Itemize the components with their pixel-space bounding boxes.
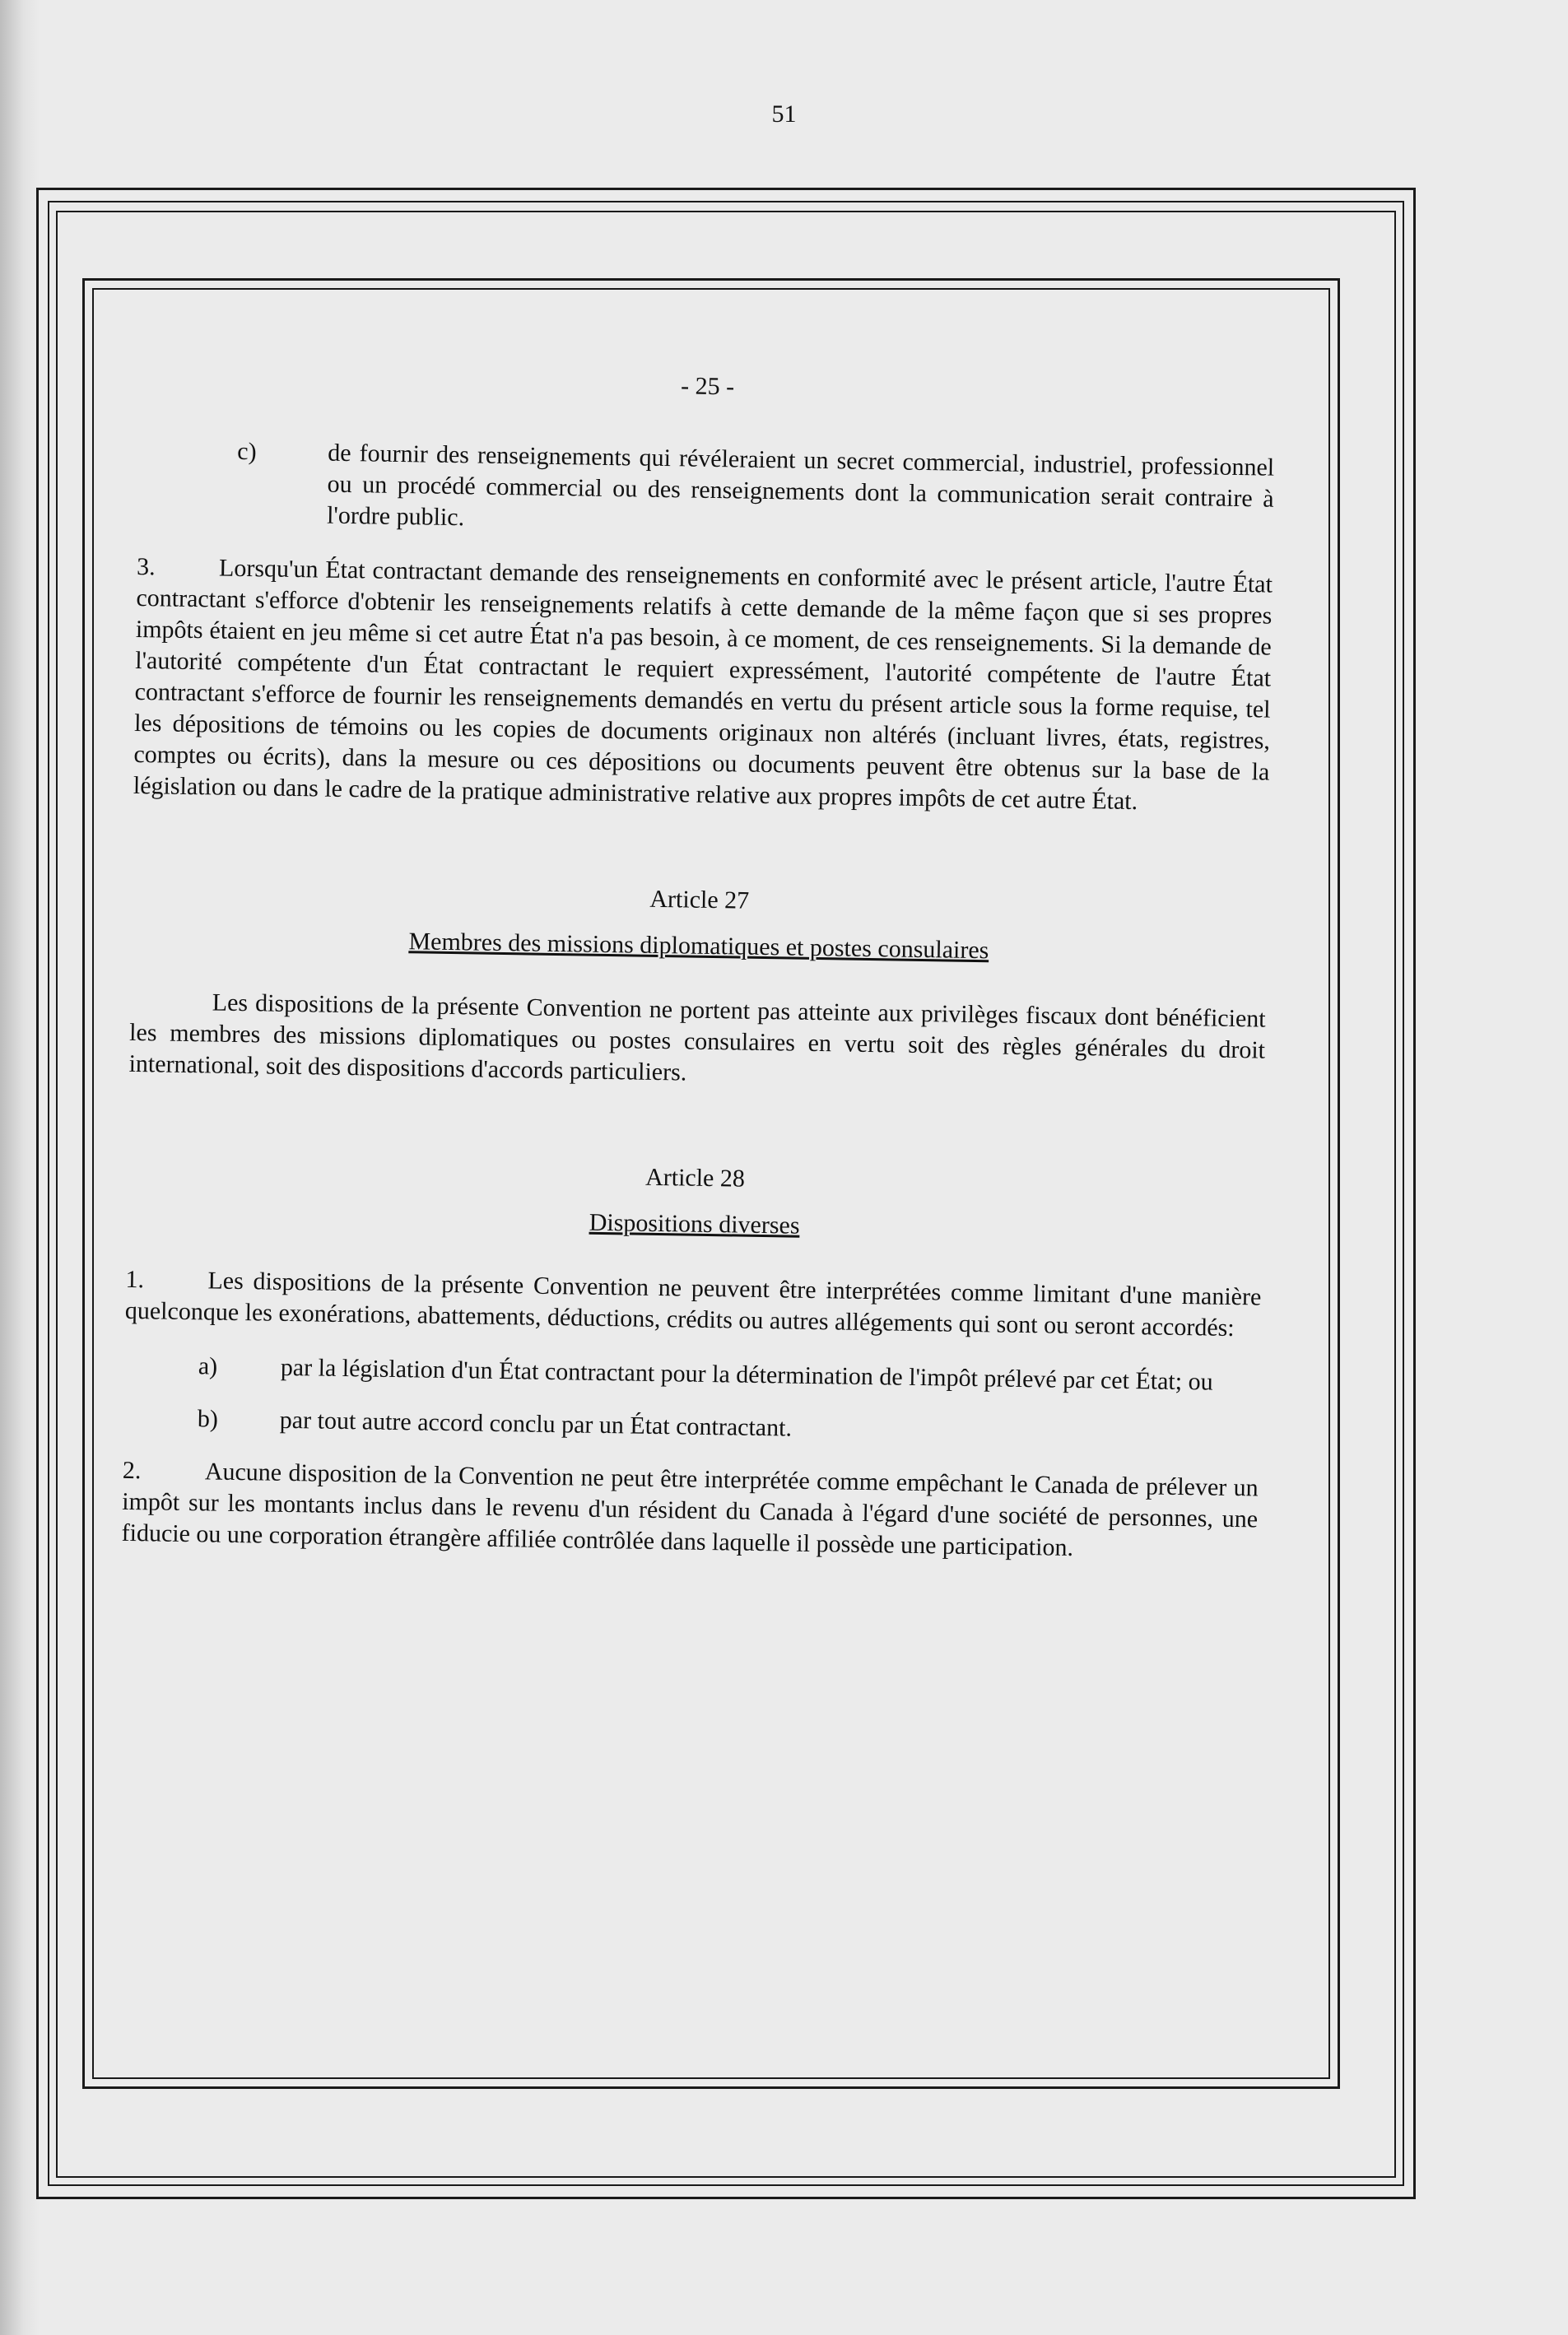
sub-item-b	[123, 1402, 1259, 1452]
page-number: 51	[771, 100, 797, 128]
document-page-number: - 25 -	[680, 372, 735, 401]
article-28-paragraph-2	[121, 1455, 1259, 1567]
sub-item-marker: b)	[197, 1405, 219, 1433]
article-27-text: Les dispositions de la présente Convention ne portent pas atteinte aux privilèges fiscaux dont bénéficient les membres des missions diplomatiques ou postes consulaires en vertu soit des règles générales du droit international, soit des dispositions d'accords particuliers.	[128, 988, 1266, 1086]
list-marker: c)	[237, 437, 257, 466]
paragraph-number: 2.	[122, 1456, 142, 1485]
paragraph-number: 3.	[136, 552, 156, 581]
list-item-text: de fournir des renseignements qui révéleraient un secret commercial, industriel, professionnel ou un procédé commercial ou des renseignements dont la communication serait contraire à l'ordre public.	[326, 439, 1275, 532]
paragraph-number: 1.	[125, 1265, 145, 1294]
document-body	[121, 362, 1276, 1589]
article-27-title: Article 27	[649, 885, 750, 914]
sub-item-text: par la législation d'un État contractant pour la détermination de l'impôt prélevé par cet État; ou	[280, 1353, 1213, 1396]
article-28-title: Article 28	[644, 1163, 746, 1193]
paragraph-3	[133, 551, 1273, 820]
paragraph-text: Les dispositions de la présente Convention ne peuvent être interprétées comme limitant d'une manière quelconque les exonérations, abattements, déductions, crédits ou autres allégements qui sont ou seront accordés:	[124, 1267, 1262, 1342]
sub-item-text: par tout autre accord conclu par un État contractant.	[279, 1406, 793, 1442]
sub-item-marker: a)	[198, 1352, 218, 1380]
article-27-heading: Membres des missions diplomatiques et postes consulaires	[408, 928, 989, 965]
page-edge	[0, 0, 40, 2335]
paragraph-text: Lorsqu'un État contractant demande des renseignements en conformité avec le présent article, l'autre État contractant s'efforce d'obtenir les renseignements relatifs à cette demande de la même façon que si ses propres impôts étaient en jeu même si cet autre État n'a pas besoin, à ce moment, de ces renseignements. Si la demande de l'autorité compétente d'un État contractant le requiert expressément, l'autorité compétente de l'autre État contractant s'efforce de fournir les renseignements demandés en vertu du présent article sous la forme requise, tel les dépositions de témoins ou les copies de documents originaux non altérés (incluant livres, états, registres, comptes ou écrits), dans la mesure ou ces dépositions ou documents peuvent être obtenus sur la base de la législation ou dans le cadre de la pratique administrative relative aux propres impôts de cet autre État.	[133, 554, 1273, 816]
article-28-heading: Dispositions diverses	[589, 1208, 800, 1240]
sub-item-a	[124, 1350, 1260, 1399]
article-28-paragraph-1	[125, 1264, 1262, 1345]
list-item-c	[137, 435, 1275, 547]
paragraph-text: Aucune disposition de la Convention ne peut être interprétée comme empêchant le Canada de prélever un impôt sur les montants inclus dans le revenu d'un résident du Canada à l'égard d'une société de personnes, une fiducie ou une corporation étrangère affiliée contrôlée dans laquelle il possède une participation.	[121, 1458, 1259, 1561]
